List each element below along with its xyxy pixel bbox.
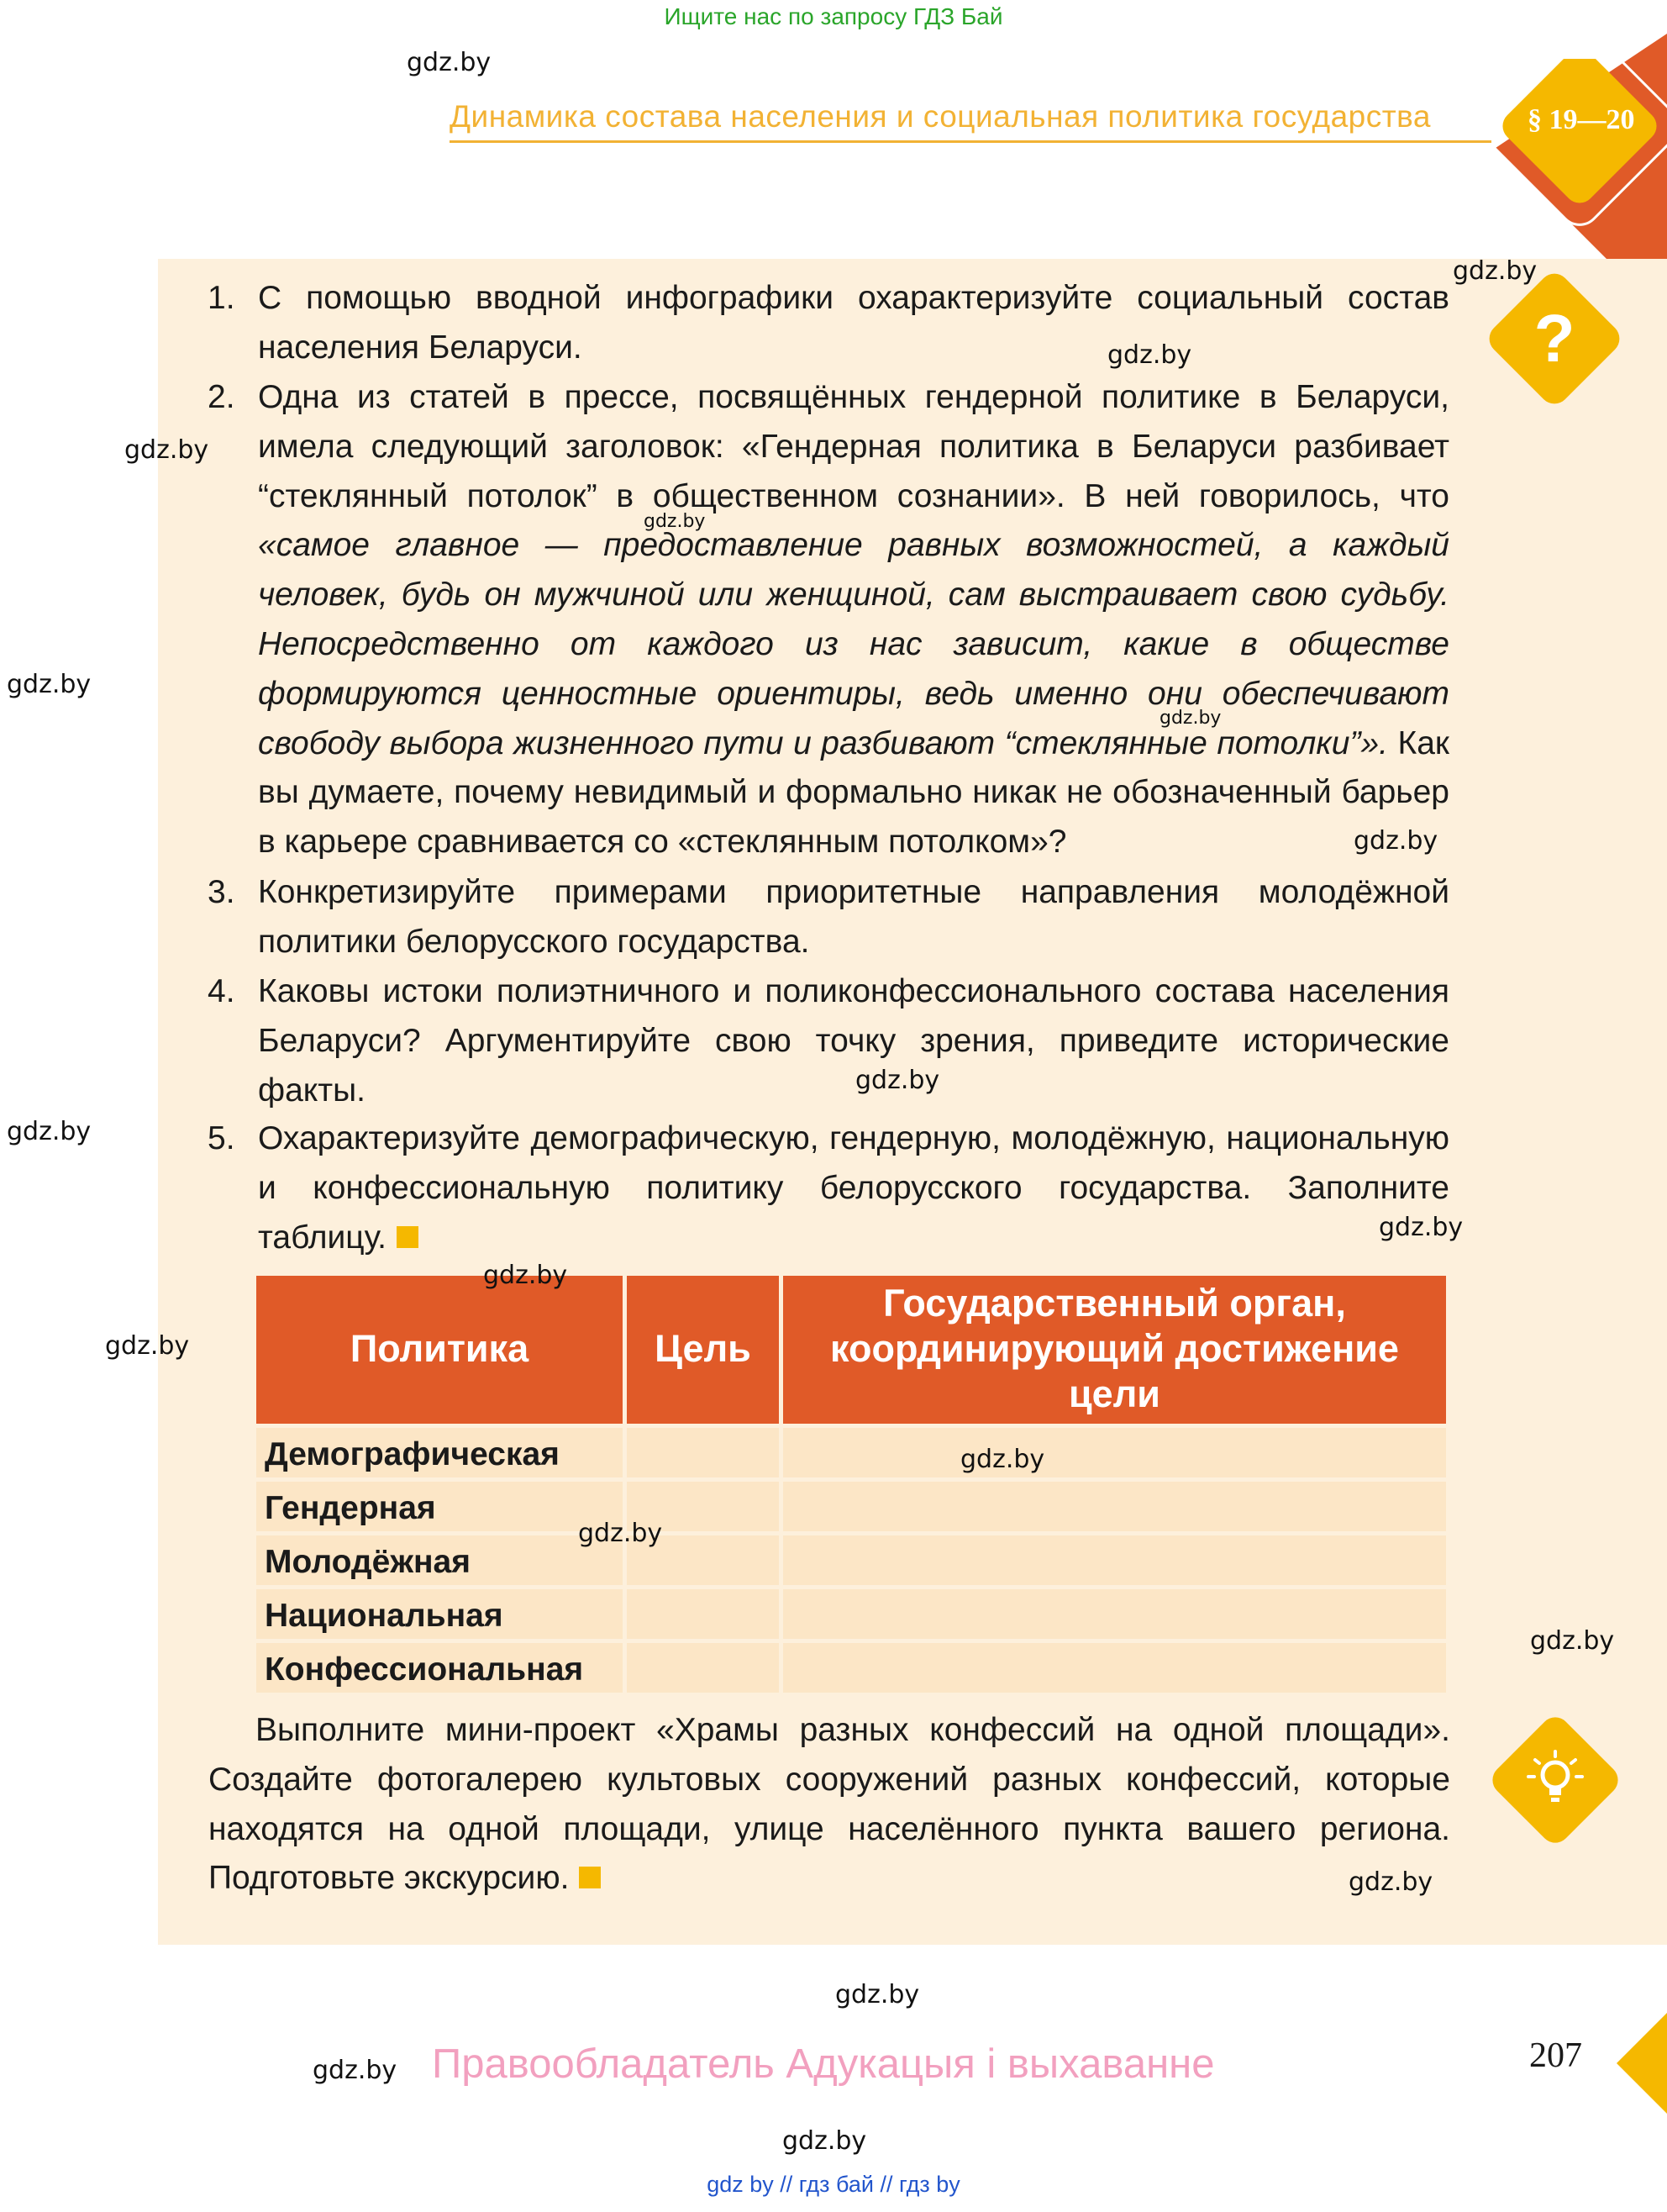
question-number: 5. (208, 1120, 235, 1156)
table-row (256, 1643, 1446, 1693)
table-cell: Национальная (256, 1589, 623, 1639)
question-text: Конкретизируйте примерами приоритетные направления молодёжной политики белорусского государства. (258, 874, 1449, 960)
watermark: gdz.by (105, 1331, 190, 1361)
table-cell: Гендерная (256, 1482, 623, 1531)
watermark: gdz.by (835, 1980, 920, 2009)
question-number: 2. (208, 379, 235, 415)
end-mark-icon (397, 1226, 418, 1248)
table-header-row (256, 1276, 1446, 1424)
question-text-part: Охарактеризуйте демографическую, гендерную, молодёжную, национальную и конфессиональную политику белорусского государства. Заполните таблицу. (258, 1120, 1449, 1256)
table-cell[interactable] (783, 1482, 1446, 1531)
table-header: Государственный орган, координирующий достижение цели (783, 1276, 1446, 1424)
question-quote: «самое главное — предоставление равных возможностей, а каждый человек, будь он мужчиной или женщиной, сам выстраивает свою судьбу. Непосредственно от каждого из нас зависит, какие в обществе формируются ценностные ориентиры, ведь именно они обеспечивают свободу выбора жизненного пути и разбивают “стеклянные потолки”». (258, 527, 1449, 761)
page-number: 207 (1529, 2036, 1582, 2075)
question-text: С помощью вводной инфографики охарактеризуйте социальный состав населения Беларуси. (258, 280, 1449, 366)
table-cell[interactable] (783, 1589, 1446, 1639)
watermark: gdz.by (407, 48, 492, 77)
watermark: gdz.by (7, 1117, 92, 1146)
watermark: gdz.by (483, 1261, 568, 1290)
mini-project-text (208, 1706, 1450, 1904)
question-text (258, 373, 1449, 867)
question-3 (197, 868, 1449, 967)
watermark: gdz.by (1379, 1213, 1464, 1242)
table-row (256, 1482, 1446, 1531)
question-1 (197, 274, 1449, 373)
watermark: gdz.by (1530, 1626, 1615, 1656)
rights-holder: Правообладатель Адукацыя і выхаванне (432, 2041, 1215, 2087)
table-cell: Демографическая (256, 1428, 623, 1477)
question-text: Каковы истоки полиэтничного и поликонфессионального состава населения Беларуси? Аргументируйте свою точку зрения, приведите исторические факты. (258, 973, 1449, 1109)
site-search-banner[interactable]: Ищите нас по запросу ГДЗ Бай (664, 3, 1003, 29)
question-text-part: Как вы думаете, почему невидимый и формально никак не обозначенный барьер в карьере сравнивается со «стеклянным потолком»? (258, 724, 1449, 861)
watermark: gdz.by (7, 670, 92, 699)
watermark: gdz.by (1107, 340, 1192, 370)
policy-table (252, 1272, 1450, 1697)
table-cell: Молодёжная (256, 1535, 623, 1585)
table-cell[interactable] (627, 1428, 779, 1477)
running-head-rule (450, 140, 1491, 143)
watermark: gdz.by (1354, 826, 1438, 856)
question-number: 1. (208, 280, 235, 316)
table-row (256, 1589, 1446, 1639)
watermark: gdz.by (1160, 708, 1222, 729)
table-cell[interactable] (627, 1643, 779, 1693)
table-cell: Конфессиональная (256, 1643, 623, 1693)
question-number: 3. (208, 874, 235, 910)
table-row (256, 1428, 1446, 1477)
question-2 (197, 373, 1449, 867)
table-cell[interactable] (783, 1428, 1446, 1477)
lightbulb-icon (1525, 1748, 1585, 1812)
table-cell[interactable] (783, 1643, 1446, 1693)
page-tab (1617, 2013, 1667, 2114)
table-cell[interactable] (783, 1535, 1446, 1585)
question-number: 4. (208, 973, 235, 1009)
watermark: gdz.by (578, 1519, 663, 1548)
running-head: Динамика состава населения и социальная политика государства (450, 99, 1431, 134)
section-tag: § 19—20 (1528, 104, 1635, 135)
end-mark-icon (579, 1867, 601, 1888)
table-header: Политика (256, 1276, 623, 1424)
watermark: gdz.by (644, 511, 706, 532)
watermark: gdz.by (1453, 256, 1538, 286)
watermark: gdz.by (782, 2126, 867, 2156)
question-text (258, 1114, 1449, 1262)
watermark: gdz.by (960, 1445, 1045, 1474)
watermark: gdz.by (313, 2056, 397, 2085)
table-row (256, 1535, 1446, 1585)
watermark: gdz.by (1349, 1867, 1433, 1897)
question-mark-icon: ? (1533, 301, 1575, 376)
table-cell[interactable] (627, 1589, 779, 1639)
mini-project-body: Выполните мини-проект «Храмы разных конфессий на одной площади». Создайте фотогалерею культовых сооружений разных конфессий, которые находятся на одной площади, улице населённого пункта вашего региона. Подготовьте экскурсию. (208, 1712, 1450, 1897)
watermark: gdz.by (855, 1066, 940, 1095)
footer-links[interactable]: gdz by // гдз бай // гдз by (707, 2172, 960, 2197)
question-5 (197, 1114, 1449, 1262)
table-header: Цель (627, 1276, 779, 1424)
question-4 (197, 967, 1449, 1115)
section-badge-bg (1487, 59, 1667, 227)
watermark: gdz.by (124, 435, 209, 465)
question-text-part: Одна из статей в прессе, посвящённых гендерной политике в Беларуси, имела следующий заголовок: «Гендерная политика в Беларуси разбивает “стеклянный потолок” в общественном сознании». В ней говорилось, что (258, 379, 1449, 514)
